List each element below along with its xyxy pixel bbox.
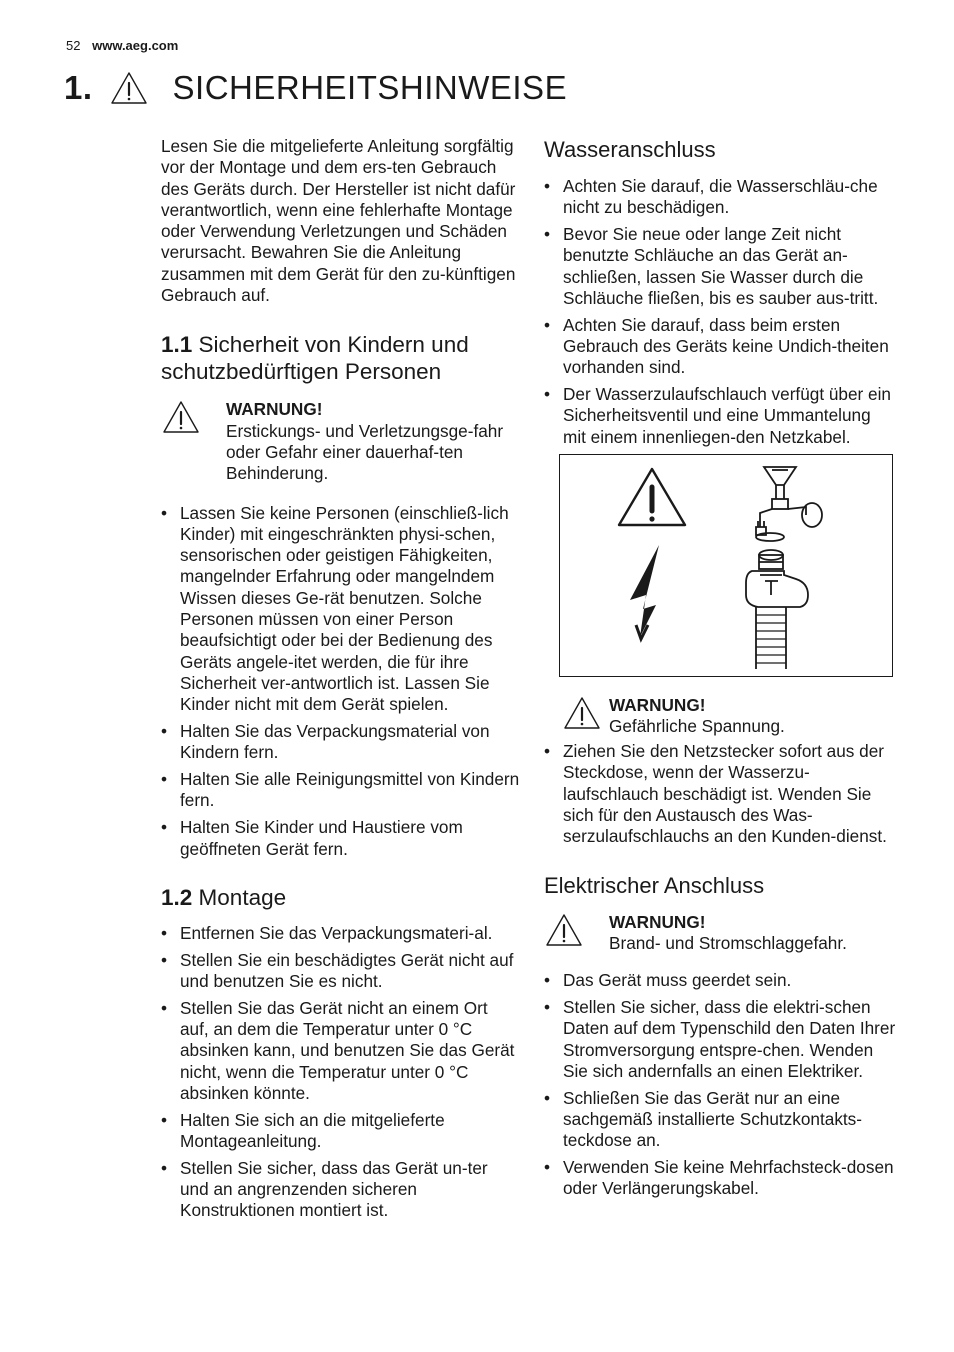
lightning-bolt-icon xyxy=(630,545,659,639)
warning-block xyxy=(562,695,896,738)
list-item: • Bevor Sie neue oder lange Zeit nicht benutzte Schläuche an das Gerät an-schließen, lassen Sie Wasser durch die Schläuche fließen, bis es sauber aus-tritt. xyxy=(544,224,879,308)
warning-title: WARNUNG! xyxy=(609,911,706,932)
section-title: Montage xyxy=(198,884,287,910)
chapter-number: 1. xyxy=(64,69,93,106)
page-header xyxy=(66,38,178,53)
list-item: • Stellen Sie ein beschädigtes Gerät nicht auf und benutzen Sie es nicht. xyxy=(161,949,514,991)
list-item: • Stellen Sie das Gerät nicht an einem Ort auf, an dem die Temperatur unter 0 °C absinken kann, und benutzen Sie das Gerät nicht, wenn die Temperatur unter 0 °C absinken könnte. xyxy=(161,997,515,1103)
list-item: • Halten Sie Kinder und Haustiere vom geöffneten Gerät fern. xyxy=(161,817,463,859)
warning-text: Gefährliche Spannung. xyxy=(609,715,785,736)
list-item: • Achten Sie darauf, dass beim ersten Gebrauch des Geräts keine Undich-theiten vorhanden sind. xyxy=(544,314,889,378)
warning-triangle-icon xyxy=(619,469,685,525)
warning-triangle-icon xyxy=(562,695,602,731)
page-number: 52 xyxy=(66,38,81,53)
warning-text-block xyxy=(609,695,785,738)
left-column xyxy=(161,136,521,1227)
subsection-heading-wasseranschluss: Wasseranschluss xyxy=(544,137,716,162)
water-tap-icon xyxy=(756,467,822,541)
bullet-list xyxy=(544,970,896,1199)
list-item: • Ziehen Sie den Netzstecker sofort aus der Steckdose, wenn der Wasserzu-laufschlauch beschädigt ist. Wenden Sie sich für den Austausch des Was-serzulaufschlauchs an den Kunden-dienst. xyxy=(544,741,887,847)
intro-paragraph: Lesen Sie die mitgelieferte Anleitung sorgfältig vor der Montage und dem ers-ten Gebrauch des Geräts durch. Der Hersteller ist nicht dafür verantwortlich, wenn eine fehlerhafte Montage oder Verwendung Verletzungen und Schäden verursacht. Bewahren Sie die Anleitung zusammen mit dem Gerät für den zu-künftigen Gebrauch auf. xyxy=(161,136,516,306)
warning-triangle-icon xyxy=(109,70,149,106)
section-number: 1.1 xyxy=(161,332,193,358)
bullet-list xyxy=(544,176,896,448)
section-heading-1-2 xyxy=(161,884,521,911)
warning-title: WARNUNG! xyxy=(609,694,706,715)
warning-triangle-icon xyxy=(161,399,201,435)
section-heading-1-1 xyxy=(161,331,521,385)
list-item: • Verwenden Sie keine Mehrfachsteck-dosen oder Verlängerungskabel. xyxy=(544,1157,894,1199)
list-item: • Halten Sie alle Reinigungsmittel von Kindern fern. xyxy=(161,769,520,811)
website-url: www.aeg.com xyxy=(92,38,179,53)
section-number: 1.2 xyxy=(161,884,193,910)
list-item: • Schließen Sie das Gerät nur an eine sachgemäß installierte Schutzkontakts-teckdose an. xyxy=(544,1087,863,1151)
warning-text: Erstickungs- und Verletzungsge-fahr oder Gefahr einer dauerhaf-ten Behinderung. xyxy=(226,420,504,484)
warning-block xyxy=(544,912,896,955)
section-title: Sicherheit von Kindern und schutzbedürftigen Personen xyxy=(161,332,469,385)
warning-block xyxy=(161,399,521,484)
warning-text-block xyxy=(226,399,506,484)
bullet-list xyxy=(161,923,521,1222)
chapter-heading: SICHERHEITSHINWEISE xyxy=(172,69,568,106)
list-item: • Lassen Sie keine Personen (einschließ-lich Kinder) mit eingeschränkten physi-schen, sensorischen oder geistigen Fähigkeiten, mangelnder Erfahrung oder mangelndem Wissen dieses Ge-rät benutzen. Solche Personen müssen von einer Person beaufsichtigt oder bei der Bedienung des Geräts angele-itet werden, die für ihre Sicherheit ver-antwortlich ist. Lassen Sie Kinder nicht mit dem Gerät spielen. xyxy=(161,502,509,715)
bullet-list xyxy=(544,741,896,847)
bullet-list xyxy=(161,503,521,860)
safety-valve-hose-icon xyxy=(746,550,808,669)
list-item: • Achten Sie darauf, die Wasserschläu-che nicht zu beschädigen. xyxy=(544,176,878,218)
right-column xyxy=(544,136,896,1205)
list-item: • Halten Sie das Verpackungsmaterial von Kindern fern. xyxy=(161,721,490,763)
warning-title: WARNUNG! xyxy=(226,399,323,420)
warning-text: Brand- und Stromschlaggefahr. xyxy=(609,932,847,953)
list-item: • Das Gerät muss geerdet sein. xyxy=(544,970,792,991)
list-item: • Entfernen Sie das Verpackungsmateri-al. xyxy=(161,922,493,943)
figure-illustration xyxy=(560,455,894,678)
warning-text-block xyxy=(609,912,847,955)
subsection-heading-elektrischer-anschluss: Elektrischer Anschluss xyxy=(544,872,765,898)
list-item: • Der Wasserzulaufschlauch verfügt über ein Sicherheitsventil und eine Ummantelung mit einem innenliegen-den Netzkabel. xyxy=(544,384,891,447)
hose-safety-figure xyxy=(559,454,893,677)
chapter-title xyxy=(64,66,567,110)
list-item: • Stellen Sie sicher, dass die elektri-schen Daten auf dem Typenschild den Daten Ihrer Stromversorgung entspre-chen. Wenden Sie sich andernfalls an einen Elektriker. xyxy=(544,997,896,1081)
list-item: • Stellen Sie sicher, dass das Gerät un-ter und an angrenzenden sicheren Konstruktionen montiert ist. xyxy=(161,1157,488,1221)
list-item: • Halten Sie sich an die mitgelieferte Montageanleitung. xyxy=(161,1109,445,1151)
warning-triangle-icon xyxy=(544,912,584,948)
